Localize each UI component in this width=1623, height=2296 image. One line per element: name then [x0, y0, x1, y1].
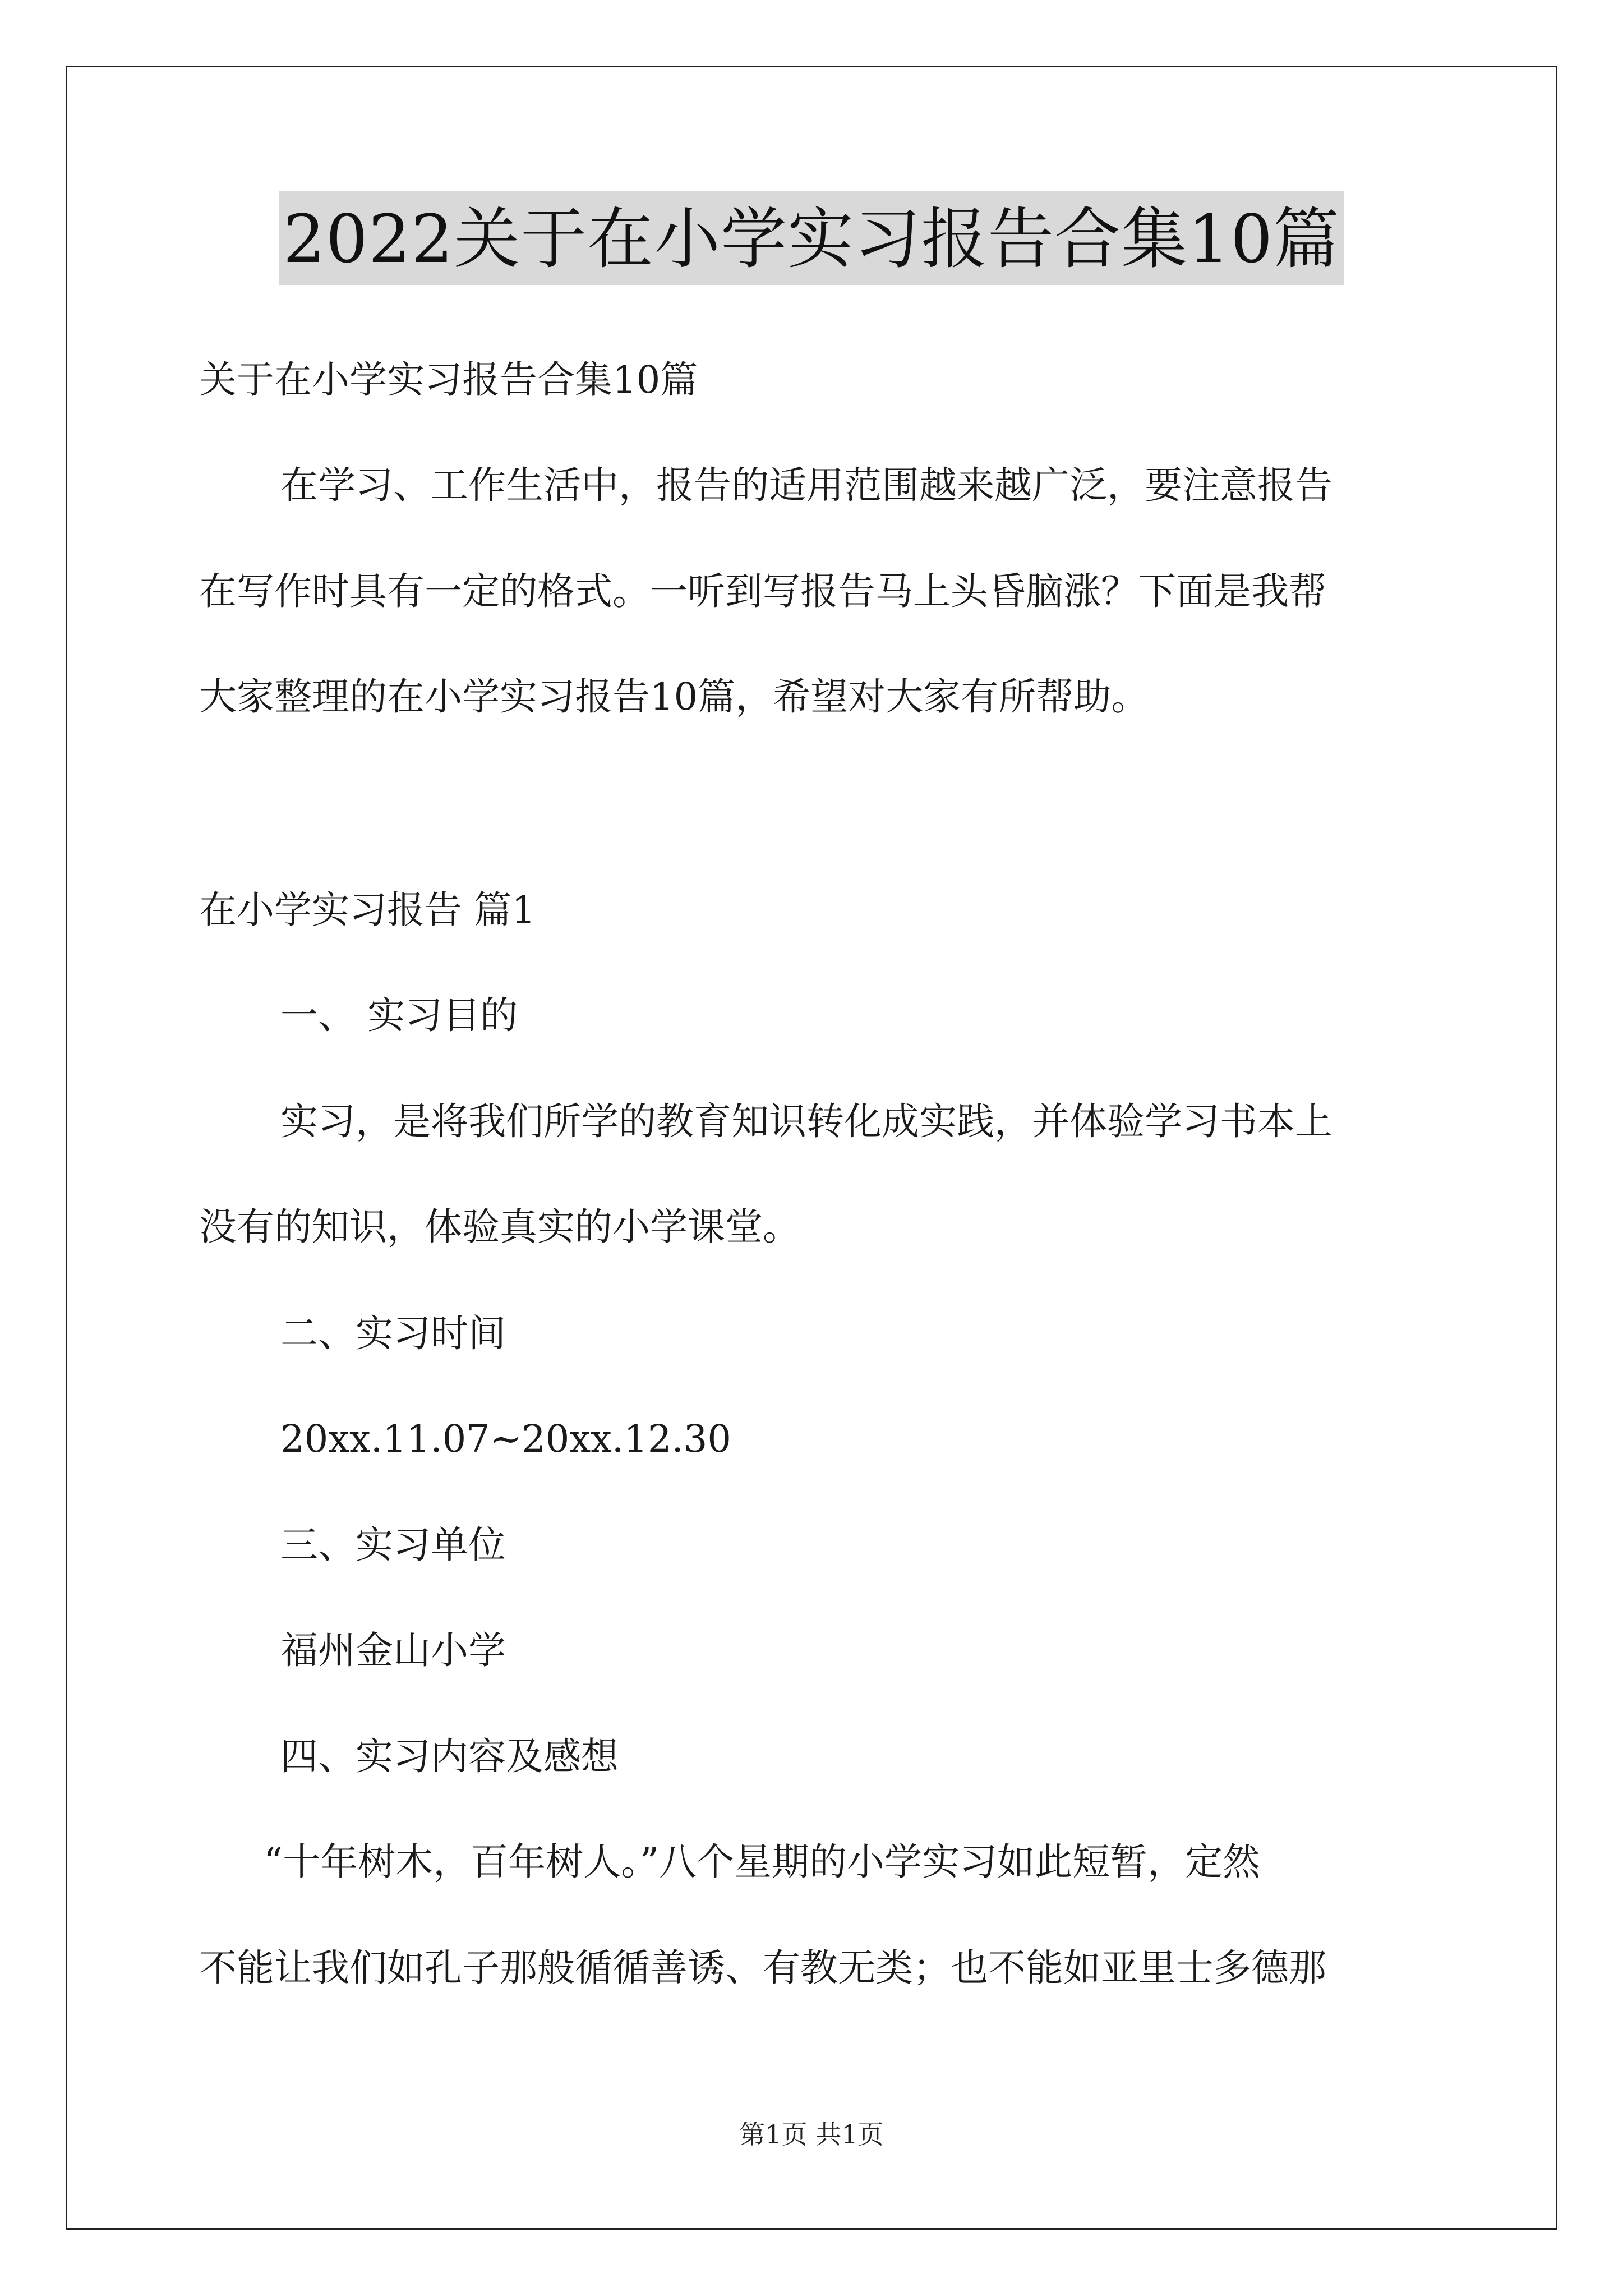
heading-unit: 三、实习单位 — [280, 1523, 506, 1567]
purpose-line-1: 实习，是将我们所学的教育知识转化成实践，并体验学习书本上 — [280, 1099, 1332, 1143]
time-value: 20xx.11.07~20xx.12.30 — [280, 1417, 731, 1461]
title-container — [0, 191, 1623, 285]
heading-content: 四、实习内容及感想 — [280, 1734, 619, 1778]
intro-line-3: 大家整理的在小学实习报告10篇，希望对大家有所帮助。 — [199, 675, 1149, 719]
content-line-1: “十年树木，百年树人。”八个星期的小学实习如此短暂，定然 — [264, 1840, 1261, 1884]
purpose-line-2: 没有的知识，体验真实的小学课堂。 — [199, 1205, 800, 1249]
heading-time: 二、实习时间 — [280, 1312, 506, 1355]
document-subtitle: 关于在小学实习报告合集10篇 — [199, 358, 698, 402]
heading-purpose: 一、 实习目的 — [280, 993, 518, 1037]
content-line-2: 不能让我们如孔子那般循循善诱、有教无类；也不能如亚里士多德那 — [199, 1946, 1326, 1990]
document-title: 2022关于在小学实习报告合集10篇 — [279, 191, 1344, 285]
unit-value: 福州金山小学 — [280, 1628, 506, 1672]
section-heading: 在小学实习报告 篇1 — [199, 888, 536, 932]
page-footer: 第1页 共1页 — [739, 2119, 884, 2150]
intro-line-2: 在写作时具有一定的格式。一听到写报告马上头昏脑涨？下面是我帮 — [199, 569, 1326, 613]
intro-line-1: 在学习、工作生活中，报告的适用范围越来越广泛，要注意报告 — [280, 463, 1332, 507]
